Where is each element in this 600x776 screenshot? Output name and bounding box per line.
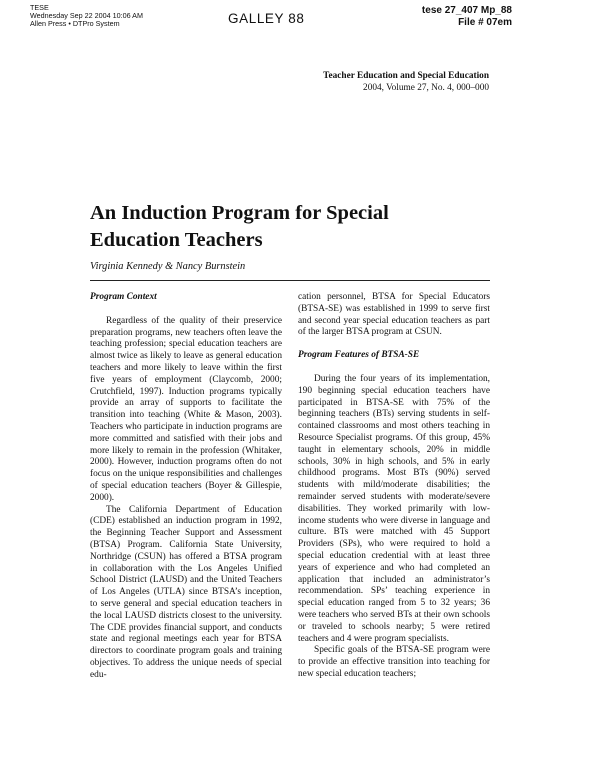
header-line: Wednesday Sep 22 2004 10:06 AM — [30, 11, 143, 21]
paragraph: cation personnel, BTSA for Special Educators (BTSA-SE) was established in 1999 to serve first and second year special education teachers as part of the larger BTSA program at CSUN. — [298, 292, 490, 338]
paragraph: Specific goals of the BTSA-SE program were to provide an effective transition into teaching for new special education teachers; — [298, 645, 490, 679]
file-id — [422, 5, 512, 29]
journal-volume: 2004, Volume 27, No. 4, 000–000 — [363, 83, 489, 93]
file-id-line: File # 07em — [458, 17, 512, 28]
paragraph: During the four years of its implementation, 190 beginning special education teachers have participated in BTSA-SE with 75% of the beginning teachers (BTs) serving students in self-contained classrooms and most others teaching in Resource Specialist programs. Of this group, 45% taught in elementary schools, 20% in middle schools, 30% in high schools, and 5% in early childhood programs. Most BTs (90%) served students with mild/moderate disabilities; the remainder served students with moderate/severe disabilities. They worked primarily with low-income students who were diverse in language and culture. BTs were matched with 45 Support Providers (SPs), who were required to hold a special education credential with at least three years of experience and who had completed an application that included an administrator’s recommendation. SPs’ teaching experience in special education ranged from 5 to 32 years; 36 were teachers who served BTs at their own schools or traveled to schools nearby; 5 were retired teachers and 4 were program specialists. — [298, 373, 490, 644]
right-column — [298, 292, 490, 681]
left-column — [90, 292, 282, 682]
article-title — [90, 200, 389, 254]
journal-title: Teacher Education and Special Education — [323, 71, 489, 81]
paragraph: The California Department of Education (CDE) established an induction program in 1992, the Beginning Teacher Support and Assessment (BTSA) Program. California State University, Northridge (CSUN) has offered a BTSA program in collaboration with the Los Angeles Unified School District (LAUSD) and the United Teachers of Los Angeles (UTLA) since BTSA’s inception, to serve general and special education teachers in the local LAUSD districts closest to the university. The CDE provides financial support, and conducts state and regional meetings each year for BTSA directors to coordinate program goals and training objectives. To address the unique needs of special edu- — [90, 504, 282, 680]
title-divider — [90, 280, 490, 281]
journal-citation — [323, 70, 489, 94]
title-line: Education Teachers — [90, 229, 263, 251]
header-line: TESE — [30, 3, 49, 12]
file-id-line: tese 27_407 Mp_88 — [421, 5, 512, 16]
title-line: An Induction Program for Special — [90, 202, 389, 224]
paragraph: Regardless of the quality of their preservice preparation programs, new teachers often leave the teaching profession; special education teachers are almost twice as likely to leave as general education teachers and more likely to leave within the first five years of employment (Claycomb, 2000; Crutchfield, 1997). Induction programs typically provide an array of supports to facilitate the transition into teaching (White & Mason, 2003). Teachers who participate in induction programs are more committed and satisfied with their jobs and more likely to remain in the profession (Whitaker, 2000). However, induction programs often do not focus on the unique responsibilities and challenges of special education teachers (Boyer & Gillespie, 2000). — [90, 315, 282, 503]
author-line: Virginia Kennedy & Nancy Burnstein — [90, 261, 246, 272]
galley-label: GALLEY 88 — [228, 11, 305, 26]
galley-header-info — [30, 4, 143, 29]
section-heading: Program Context — [90, 292, 157, 302]
header-line: Allen Press • DTPro System — [30, 19, 120, 29]
section-heading: Program Features of BTSA-SE — [298, 350, 420, 361]
